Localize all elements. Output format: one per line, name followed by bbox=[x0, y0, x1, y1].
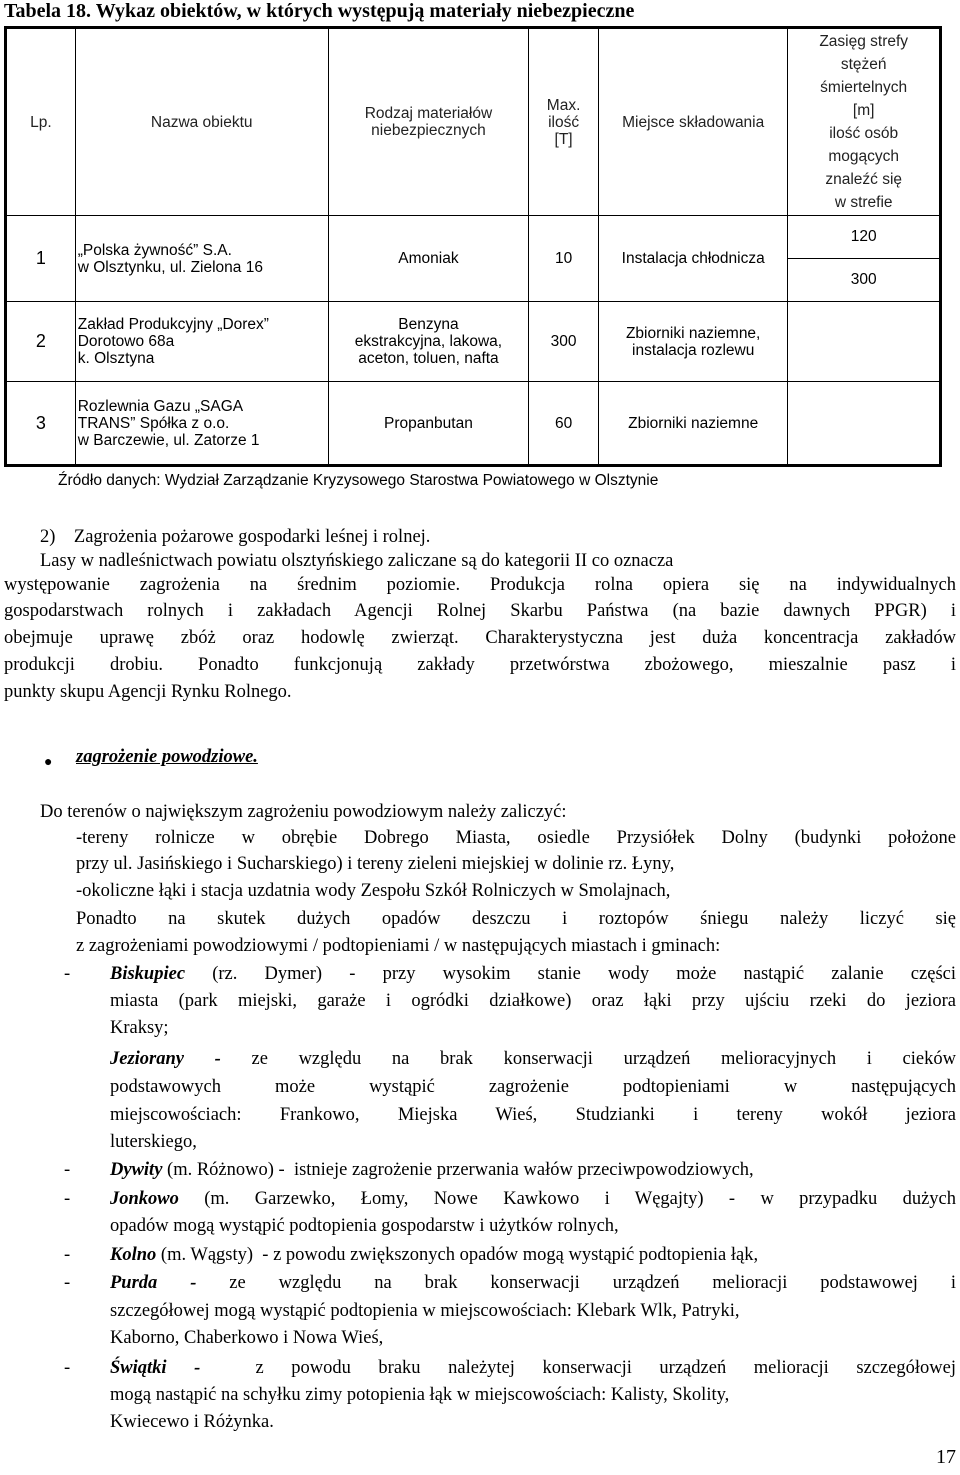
paragraph-line: obejmuje uprawę zbóż oraz hodowlę zwierząt. Charakterystyczna jest duża koncentracja zakładów bbox=[4, 628, 956, 648]
flood-line: przy ul. Jasińskiego i Sucharskiego) i tereny zieleni miejskiej w dolinie rz. Łyny, bbox=[76, 854, 675, 874]
row-material: Benzyna ekstrakcyjna, lakowa, aceton, toluen, nafta bbox=[328, 302, 528, 382]
flood-line: -tereny rolnicze w obrębie Dobrego Miasta, osiedle Przysiółek Dolny (budynki położone bbox=[76, 828, 956, 848]
row-max: 300 bbox=[529, 302, 599, 382]
row-name: Rozlewnia Gazu „SAGA TRANS” Spółka z o.o. w Barczewie, ul. Zatorze 1 bbox=[75, 382, 328, 466]
page-number: 17 bbox=[936, 1446, 956, 1468]
row-range bbox=[788, 382, 941, 466]
row-place: Zbiorniki naziemne bbox=[598, 382, 787, 466]
row-lp: 1 bbox=[6, 216, 76, 302]
flood-heading: zagrożenie powodziowe. bbox=[76, 747, 258, 767]
paragraph-line: punkty skupu Agencji Rynku Rolnego. bbox=[4, 682, 292, 702]
town-swiatki: Świątki - z powodu braku należytej konserwacji urządzeń melioracji szczegółowej bbox=[110, 1358, 956, 1378]
section-heading: 2) Zagrożenia pożarowe gospodarki leśnej i rolnej. bbox=[40, 527, 431, 547]
row-max: 10 bbox=[529, 216, 599, 302]
table-caption: Tabela 18. Wykaz obiektów, w których występują materiały niebezpieczne bbox=[4, 0, 635, 22]
table-header-row bbox=[6, 28, 941, 216]
town-kolno: Kolno (m. Wągsty) - z powodu zwiększonych opadów mogą wystąpić podtopienia łąk, bbox=[110, 1245, 759, 1265]
header-name: Nazwa obiektu bbox=[75, 28, 328, 216]
row-range: 120 300 bbox=[788, 216, 941, 302]
town-biskupiec: Biskupiec (rz. Dymer) - przy wysokim stanie wody może nastąpić zalanie części bbox=[110, 964, 956, 984]
row-place: Instalacja chłodnicza bbox=[598, 216, 787, 302]
header-max: Max. ilość [T] bbox=[529, 28, 599, 216]
header-place: Miejsce składowania bbox=[598, 28, 787, 216]
row-name: Zakład Produkcyjny „Dorex” Dorotowo 68a k. Olsztyna bbox=[75, 302, 328, 382]
town-jeziorany: Jeziorany - ze względu na brak konserwacji urządzeń melioracyjnych i cieków bbox=[110, 1049, 956, 1069]
table-source-note: Źródło danych: Wydział Zarządzanie Kryzysowego Starostwa Powiatowego w Olsztynie bbox=[58, 472, 659, 489]
header-range: Zasięg strefy stężeń śmiertelnych [m] ilość osób mogących znaleźć się w strefie bbox=[788, 28, 941, 216]
town-dywity: Dywity (m. Różnowo) - istnieje zagrożenie przerwania wałów przeciwpowodziowych, bbox=[110, 1160, 754, 1180]
table-row bbox=[6, 302, 941, 382]
row-material: Amoniak bbox=[328, 216, 528, 302]
header-material: Rodzaj materiałów niebezpiecznych bbox=[328, 28, 528, 216]
row-lp: 2 bbox=[6, 302, 76, 382]
paragraph-line: produkcji drobiu. Ponadto funkcjonują zakłady przetwórstwa zbożowego, mieszalnie pasz i bbox=[4, 655, 956, 675]
row-lp: 3 bbox=[6, 382, 76, 466]
flood-line: -okoliczne łąki i stacja uzdatnia wody Zespołu Szkół Rolniczych w Smolajnach, bbox=[76, 881, 671, 901]
flood-line: z zagrożeniami powodziowymi / podtopieniami / w następujących miastach i gminach: bbox=[76, 936, 721, 956]
paragraph-line: Lasy w nadleśnictwach powiatu olsztyńskiego zaliczane są do kategorii II co oznacza bbox=[40, 551, 674, 571]
bullet-icon: ● bbox=[44, 755, 53, 770]
town-jonkowo: Jonkowo (m. Garzewko, Łomy, Nowe Kawkowo i Węgajty) - w przypadku dużych bbox=[110, 1189, 956, 1209]
hazardous-materials-table bbox=[4, 26, 942, 467]
table-row bbox=[6, 382, 941, 466]
paragraph-line: występowanie zagrożenia na średnim poziomie. Produkcja rolna opiera się na indywidualnych bbox=[4, 575, 956, 595]
flood-line: Ponadto na skutek dużych opadów deszczu i roztopów śniegu należy liczyć się bbox=[76, 909, 956, 929]
row-max: 60 bbox=[529, 382, 599, 466]
flood-intro: Do terenów o największym zagrożeniu powodziowym należy zaliczyć: bbox=[40, 802, 567, 822]
row-place: Zbiorniki naziemne, instalacja rozlewu bbox=[598, 302, 787, 382]
header-lp: Lp. bbox=[6, 28, 76, 216]
row-material: Propanbutan bbox=[328, 382, 528, 466]
row-name: „Polska żywność” S.A. w Olsztynku, ul. Zielona 16 bbox=[75, 216, 328, 302]
town-purda: Purda - ze względu na brak konserwacji urządzeń melioracji podstawowej i bbox=[110, 1273, 956, 1293]
paragraph-line: gospodarstwach rolnych i zakładach Agencji Rolnej Skarbu Państwa (na bazie dawnych PPGR) i bbox=[4, 601, 956, 621]
table-row bbox=[6, 216, 941, 302]
row-range bbox=[788, 302, 941, 382]
